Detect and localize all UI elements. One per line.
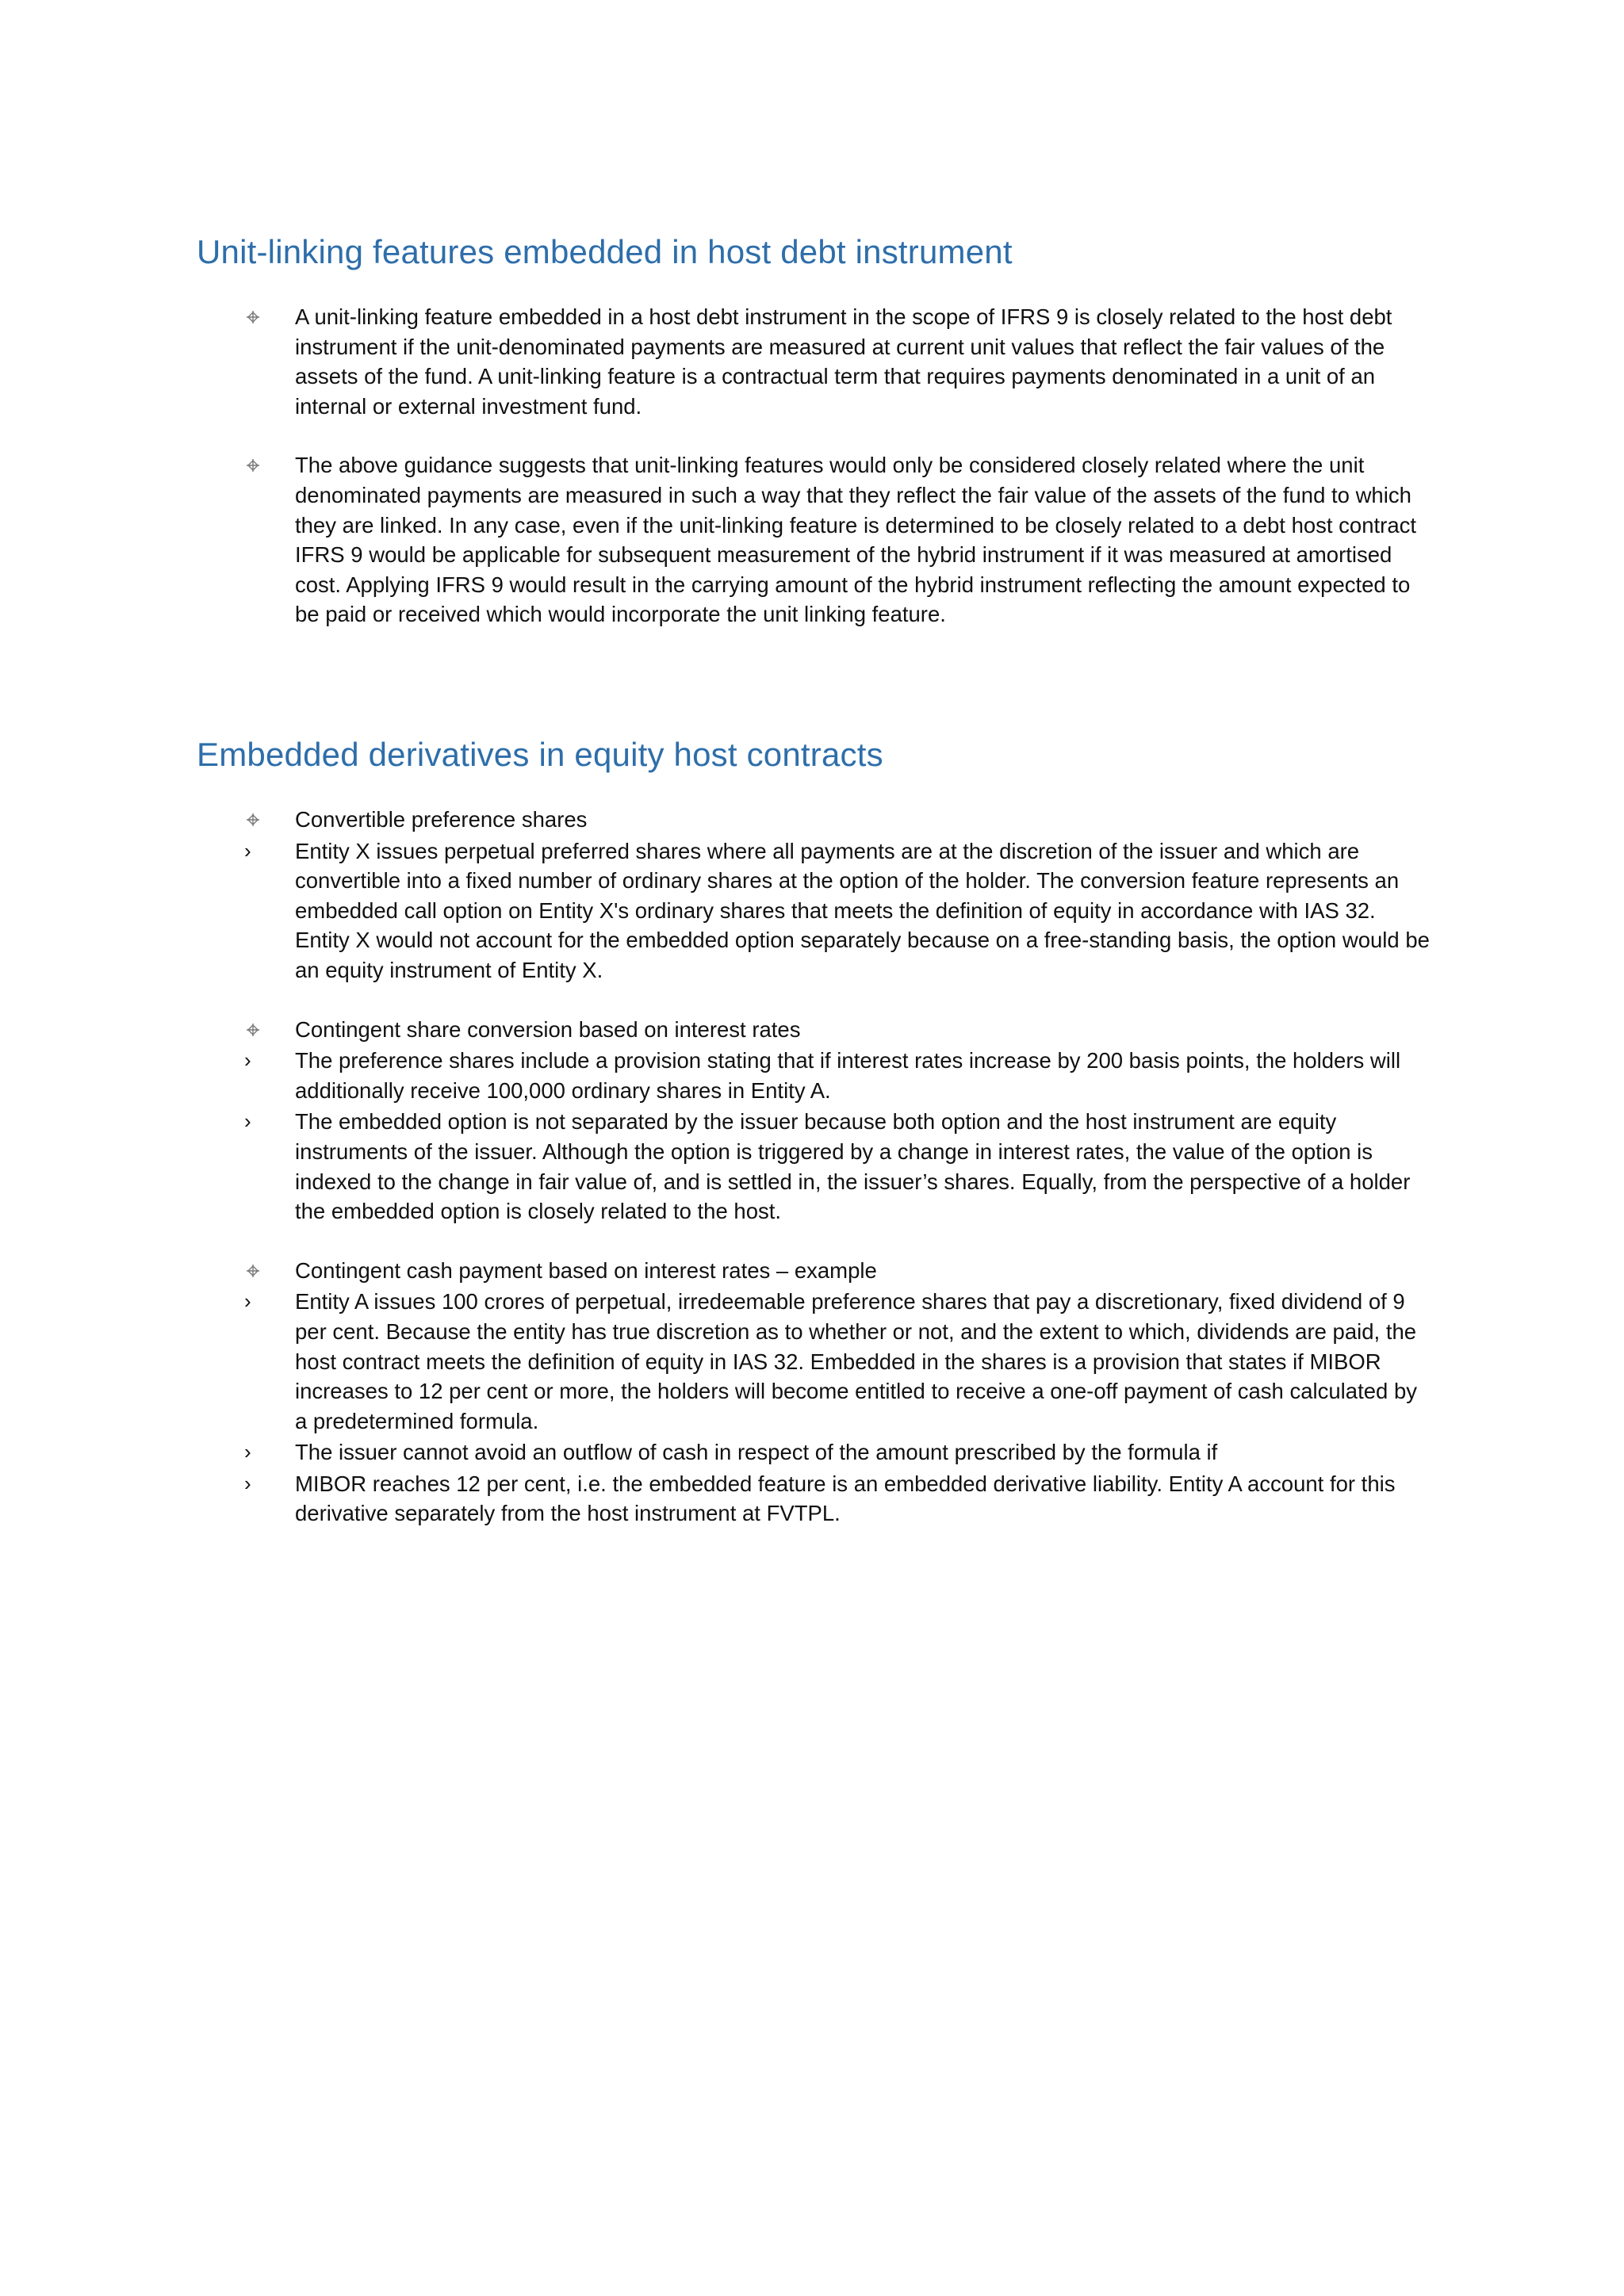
sub-item-text: Entity A issues 100 crores of perpetual, irredeemable preference shares that pay a discretionary, fixed dividend of 9 per cent. Because the entity has true discretion as to whether or not, and the extent to which, dividends are paid, the host contract meets the definition of equity in IAS 32. Embedded in the shares is a provision that states if MIBOR increases to 12 per cent or more, the holders will become entitled to receive a one-off payment of cash calculated by a predetermined formula.: [295, 1289, 1417, 1433]
sub-list-item: [197, 1287, 1434, 1436]
sub-list-item: [197, 1107, 1434, 1226]
sub-list: [197, 836, 1434, 985]
crosshair-diamond-icon: [246, 458, 260, 473]
section-heading: Unit-linking features embedded in host debt instrument: [197, 233, 1013, 270]
bullet-item: [197, 302, 1434, 421]
bullet-item: [197, 450, 1434, 629]
chevron-right-icon: ›: [244, 1289, 251, 1314]
crosshair-diamond-icon: [246, 310, 260, 324]
crosshair-diamond-icon: [246, 813, 260, 827]
sub-list: [197, 1287, 1434, 1529]
bullet-text: Convertible preference shares: [295, 807, 588, 832]
sub-item-text: Entity X issues perpetual preferred shares where all payments are at the discretion of the issuer and which are convertible into a fixed number of ordinary shares at the option of the holder. The conversion feature represents an embedded call option on Entity X's ordinary shares that meets the definition of equity in accordance with IAS 32. Entity X would not account for the embedded option separately because on a free-standing basis, the option would be an equity instrument of Entity X.: [295, 838, 1430, 982]
section-equity-host: [197, 734, 1434, 1530]
bullet-text: Contingent share conversion based on interest rates: [295, 1016, 801, 1042]
sub-item-text: The issuer cannot avoid an outflow of cash in respect of the amount prescribed by the formula if: [295, 1440, 1218, 1465]
sub-list-item: [197, 836, 1434, 985]
chevron-right-icon: ›: [244, 838, 251, 863]
bullet-text: The above guidance suggests that unit-linking features would only be considered closely related where the unit denominated payments are measured in such a way that they reflect the fair value of the assets of the fund to which they are linked. In any case, even if the unit-linking feature is determined to be closely related to a debt host contract IFRS 9 would be applicable for subsequent measurement of the hybrid instrument if it was measured at amortised cost. Applying IFRS 9 would result in the carrying amount of the hybrid instrument reflecting the amount expected to be paid or received which would incorporate the unit linking feature.: [295, 453, 1417, 627]
bullet-text: Contingent cash payment based on interest rates – example: [295, 1257, 877, 1283]
bullet-item: [197, 1256, 1434, 1529]
sub-item-text: MIBOR reaches 12 per cent, i.e. the embedded feature is an embedded derivative liability. Entity A account for this derivative separately from the host instrument at FVTPL.: [295, 1471, 1396, 1526]
chevron-right-icon: ›: [244, 1440, 251, 1464]
sub-list: [197, 1046, 1434, 1226]
chevron-right-icon: ›: [244, 1109, 251, 1134]
sub-list-item: [197, 1469, 1434, 1529]
crosshair-diamond-icon: [246, 1264, 260, 1278]
section-heading: Embedded derivatives in equity host contracts: [197, 736, 883, 773]
bullet-text: A unit-linking feature embedded in a host debt instrument in the scope of IFRS 9 is closely related to the host debt instrument if the unit-denominated payments are measured at current unit values that reflect the fair values of the assets of the fund. A unit-linking feature is a contractual term that requires payments denominated in a unit of an internal or external investment fund.: [295, 304, 1392, 419]
crosshair-diamond-icon: [246, 1023, 260, 1037]
sub-item-text: The preference shares include a provision stating that if interest rates increase by 200 basis points, the holders will additionally receive 100,000 ordinary shares in Entity A.: [295, 1048, 1401, 1103]
sub-item-text: The embedded option is not separated by the issuer because both option and the host instrument are equity instruments of the issuer. Although the option is triggered by a change in interest rates, the value of the option is indexed to the change in fair value of, and is settled in, the issuer’s shares. Equally, from the perspective of a holder the embedded option is closely related to the host.: [295, 1109, 1411, 1224]
chevron-right-icon: ›: [244, 1048, 251, 1073]
bullet-item: [197, 805, 1434, 985]
bullet-item: [197, 1015, 1434, 1226]
sub-list-item: [197, 1437, 1434, 1468]
chevron-right-icon: ›: [244, 1471, 251, 1495]
section-unit-linking: [197, 232, 1434, 629]
sub-list-item: [197, 1046, 1434, 1105]
